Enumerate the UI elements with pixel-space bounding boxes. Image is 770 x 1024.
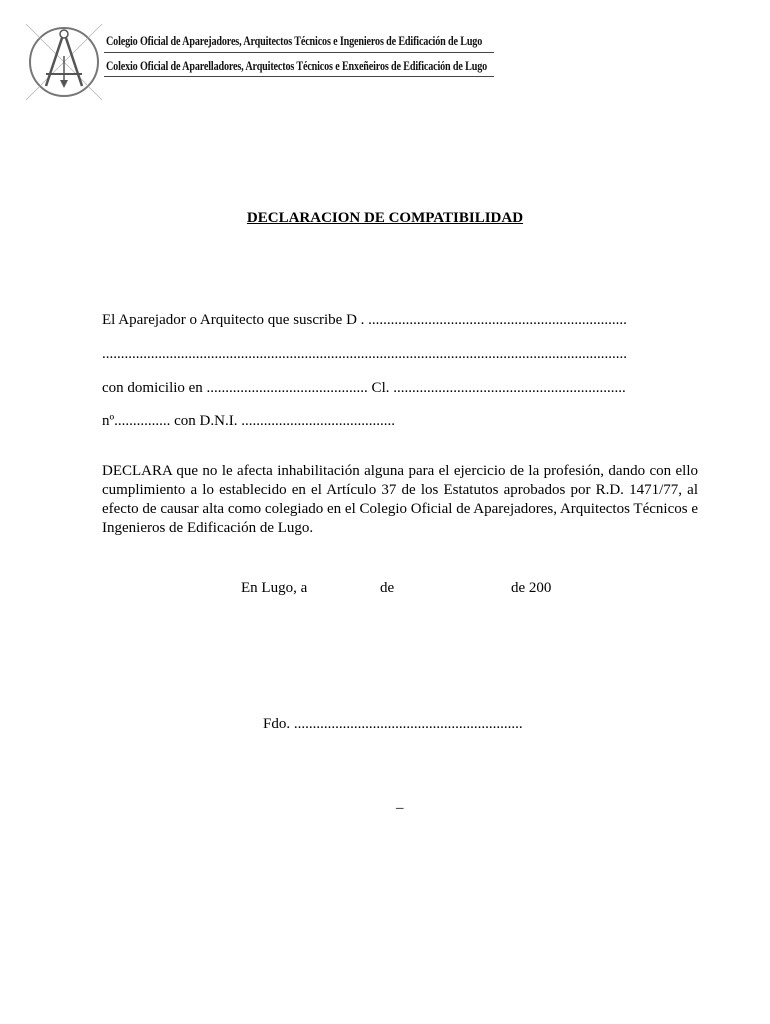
header-divider — [104, 76, 494, 77]
header-divider — [104, 52, 494, 53]
declarant-name-continuation[interactable]: ............................................................................................................................................ — [102, 346, 627, 362]
header-line-2: Colexio Oficial de Aparelladores, Arquitectos Técnicos e Enxeñeiros de Edificación de Lugo — [106, 58, 488, 73]
header-line-1: Colegio Oficial de Aparejadores, Arquitectos Técnicos e Ingenieros de Edificación de Lugo — [106, 33, 483, 48]
date-place: En Lugo, a — [241, 580, 308, 596]
date-month-label: de — [380, 580, 395, 596]
signature-field[interactable]: Fdo. ............................................................. — [263, 716, 523, 732]
document-title: DECLARACION DE COMPATIBILIDAD — [246, 210, 524, 226]
declaration-paragraph: DECLARA que no le afecta inhabilitación alguna para el ejercicio de la profesión, dando con ello cumplimiento a lo establecido en el Artículo 37 de los Estatutos aprobados por R.D. 1471/77, al efecto de causar alta como colegiado en el Colegio Oficial de Aparejadores, Arquitectos Técnicos e Ingenieros de Edificación de Lugo. — [102, 463, 698, 536]
college-logo-icon — [22, 20, 106, 104]
footer-mark: – — [396, 800, 404, 816]
date-year-label: de 200 — [511, 580, 552, 596]
id-number-field[interactable]: nº............... con D.N.I. ......................................... — [102, 413, 395, 429]
declarant-name-field[interactable]: El Aparejador o Arquitecto que suscribe D . ..................................................................... — [102, 312, 627, 328]
address-field[interactable]: con domicilio en ........................................... Cl. .............................................................. — [102, 380, 626, 396]
